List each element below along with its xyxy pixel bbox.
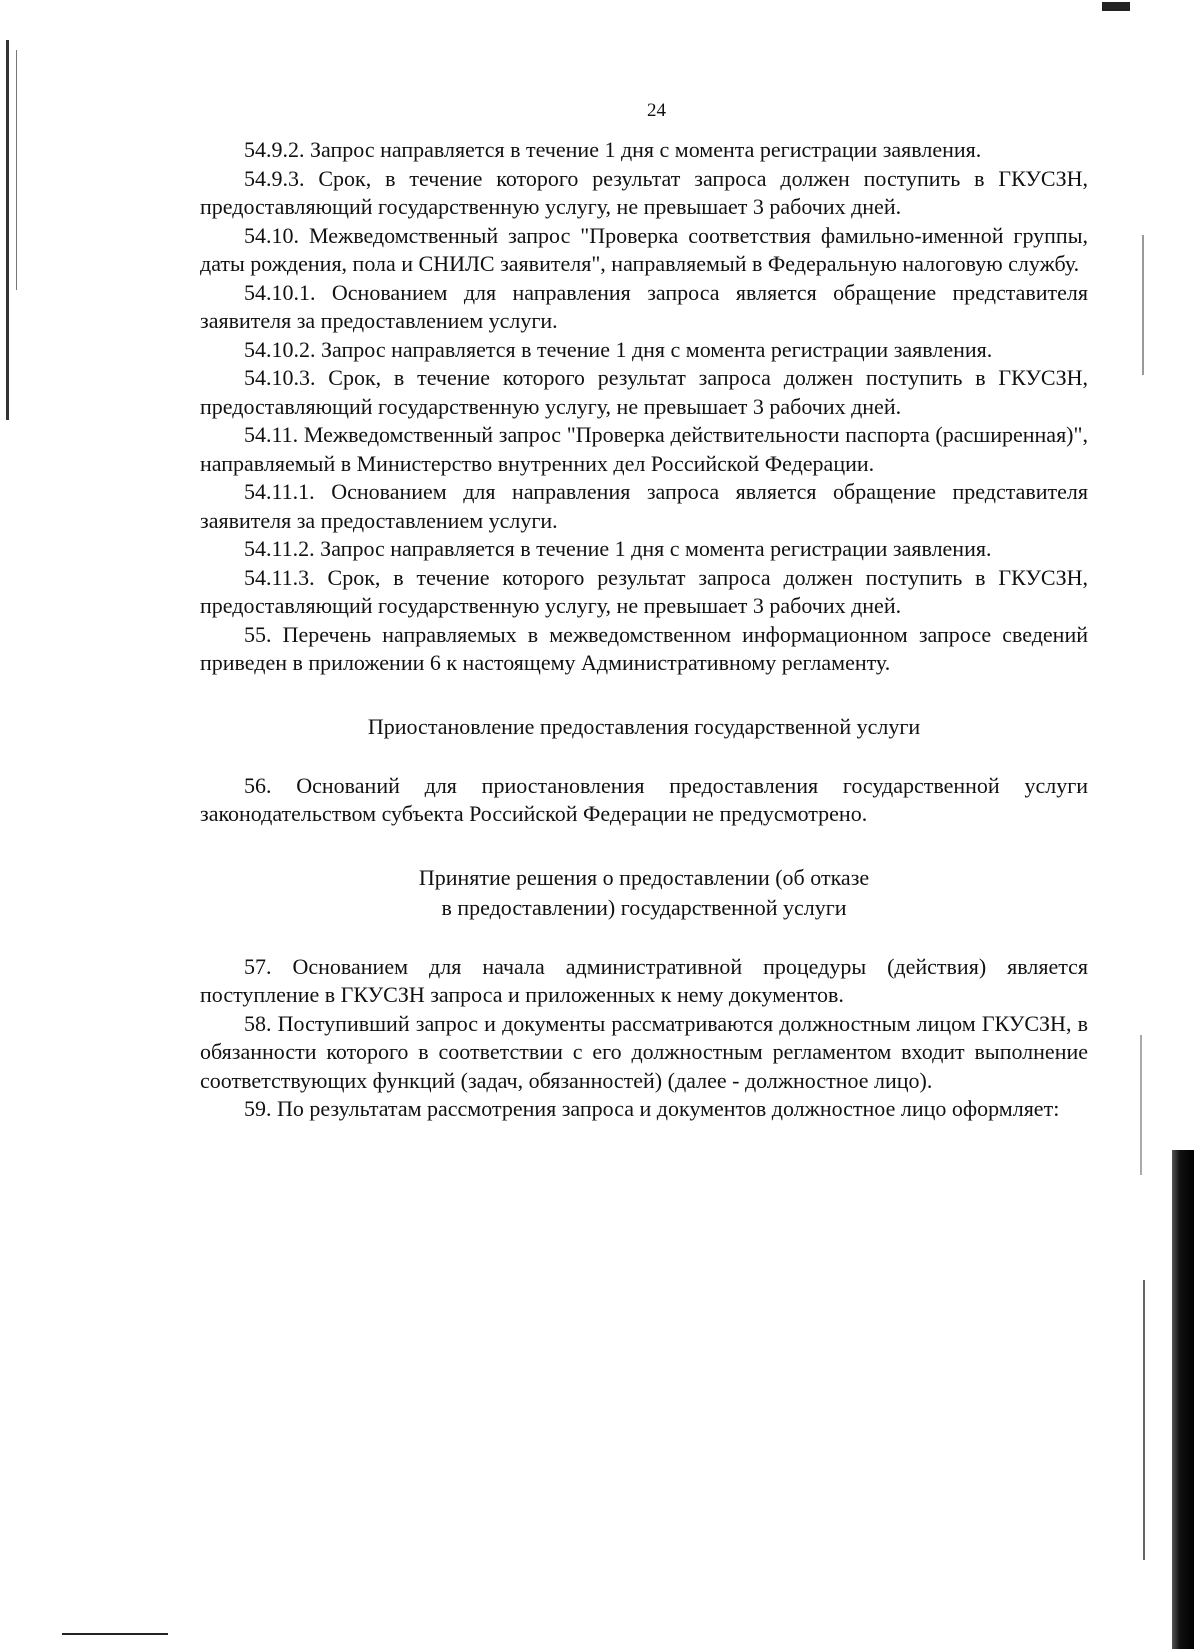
- paragraph-54-10-3: 54.10.3. Срок, в течение которого результат запроса должен поступить в ГКУСЗН, предоставляющий государственную услугу, не превышает 3 рабочих дней.: [200, 365, 1088, 419]
- section-heading-decision-line1: Принятие решения о предоставлении (об отказе: [418, 864, 870, 890]
- paragraph-54-11: 54.11. Межведомственный запрос "Проверка действительности паспорта (расширенная)", направляемый в Министерство внутренних дел Российской Федерации.: [200, 422, 1088, 476]
- scan-artifact-right-line: [1142, 235, 1144, 375]
- paragraph-54-11-1: 54.11.1. Основанием для направления запроса является обращение представителя заявителя за предоставлением услуги.: [200, 479, 1088, 533]
- paragraph-54-10: 54.10. Межведомственный запрос "Проверка соответствия фамильно-именной группы, даты рождения, пола и СНИЛС заявителя", направляемый в Федеральную налоговую службу.: [200, 222, 1088, 276]
- scan-artifact-right-band: [1172, 1150, 1194, 1649]
- scan-artifact-top: [1102, 2, 1130, 11]
- section-heading-decision-line2: в предоставлении) государственной услуги: [441, 894, 847, 920]
- scan-artifact-right-line-2: [1140, 1035, 1142, 1175]
- paragraph-58: 58. Поступивший запрос и документы рассматриваются должностным лицом ГКУСЗН, в обязанности которого в соответствии с его должностным регламентом входит выполнение соответствующих функций (задач, обязанностей) (далее - должностное лицо).: [200, 1010, 1088, 1093]
- paragraph-56: 56. Оснований для приостановления предоставления государственной услуги законодательством субъекта Российской Федерации не предусмотрено.: [200, 772, 1088, 826]
- section-heading-suspension: Приостановление предоставления государственной услуги: [367, 713, 921, 739]
- spacer: [200, 829, 1088, 863]
- document-page: [200, 86, 1088, 1124]
- scan-artifact-right-line-3: [1143, 1280, 1145, 1560]
- paragraph-57: 57. Основанием для начала административной процедуры (действия) является поступление в ГКУСЗН запроса и приложенных к нему документов.: [200, 953, 1088, 1007]
- spacer: [200, 742, 1088, 772]
- paragraph-54-11-3: 54.11.3. Срок, в течение которого результат запроса должен поступить в ГКУСЗН, предоставляющий государственную услугу, не превышает 3 рабочих дней.: [200, 564, 1088, 618]
- page-number: 24: [647, 100, 666, 121]
- paragraph-55: 55. Перечень направляемых в межведомственном информационном запросе сведений приведен в приложении 6 к настоящему Административному регламенту.: [200, 621, 1088, 675]
- paragraph-54-10-2: 54.10.2. Запрос направляется в течение 1 дня с момента регистрации заявления.: [244, 336, 993, 362]
- paragraph-59: 59. По результатам рассмотрения запроса и документов должностное лицо оформляет:: [244, 1096, 1060, 1121]
- spacer: [200, 923, 1088, 953]
- paragraph-54-9-3: 54.9.3. Срок, в течение которого результат запроса должен поступить в ГКУСЗН, предоставляющий государственную услугу, не превышает 3 рабочих дней.: [200, 165, 1088, 219]
- paragraph-54-10-1: 54.10.1. Основанием для направления запроса является обращение представителя заявителя за предоставлением услуги.: [200, 279, 1088, 333]
- spacer: [200, 678, 1088, 712]
- paragraph-54-9-2: 54.9.2. Запрос направляется в течение 1 дня с момента регистрации заявления.: [244, 137, 982, 162]
- paragraph-54-11-2: 54.11.2. Запрос направляется в течение 1 дня с момента регистрации заявления.: [244, 536, 992, 561]
- scan-artifact-left-edge-thin: [16, 50, 17, 290]
- scan-artifact-bottom-line: [62, 1633, 168, 1635]
- scan-artifact-left-edge: [6, 40, 9, 420]
